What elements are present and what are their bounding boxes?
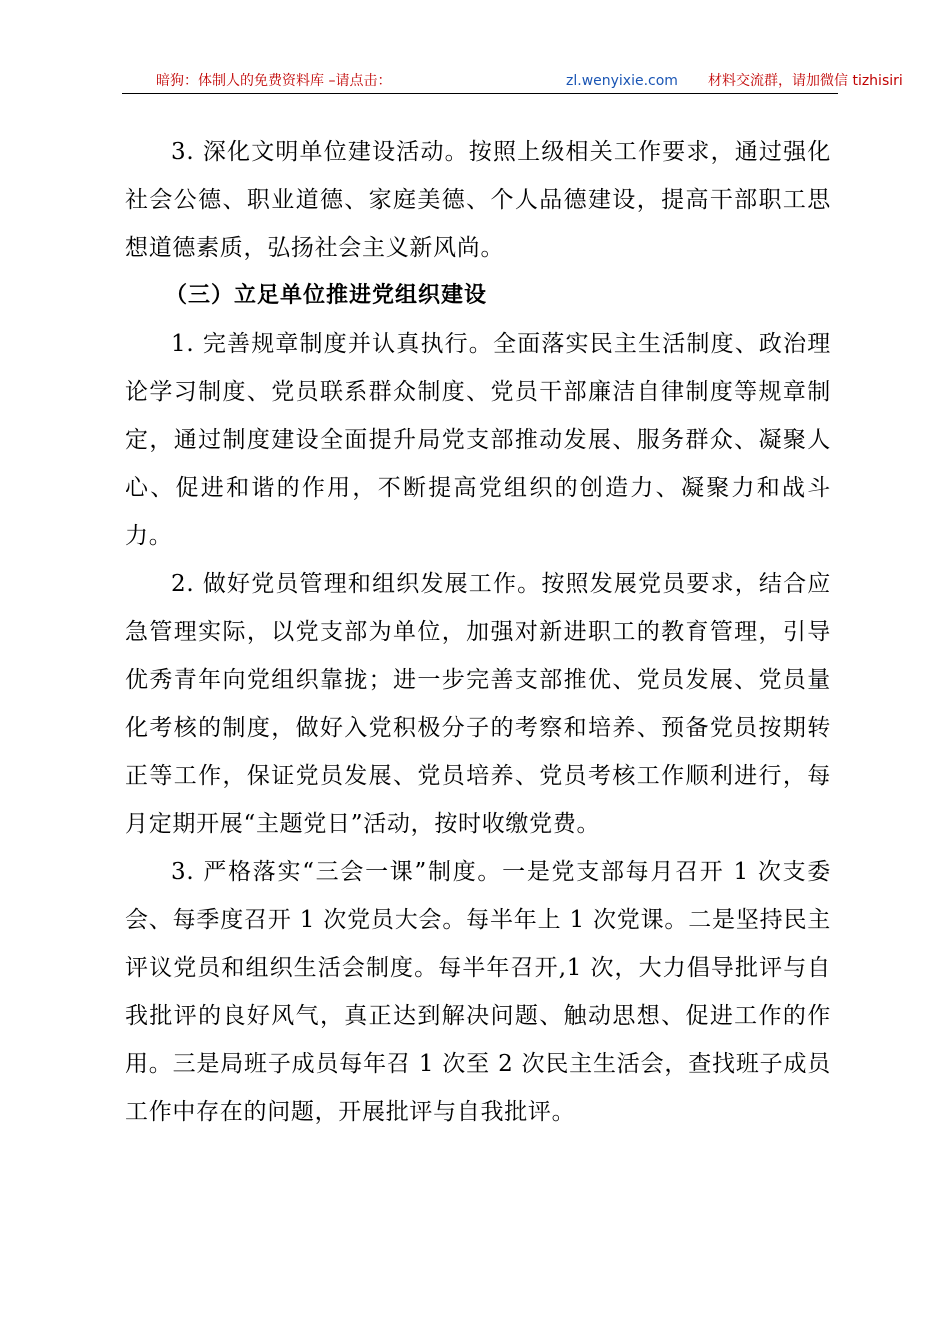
section-heading: （三）立足单位推进党组织建设 bbox=[165, 283, 488, 308]
header-wechat-text: 材料交流群，请加微信 tizhisiri bbox=[708, 73, 903, 89]
paragraph-civilization-unit: 3. 深化文明单位建设活动。按照上级相关工作要求，通过强化社会公德、职业道德、家庭美德、个人品德建设，提高干部职工思想道德素质，弘扬社会主义新风尚。 bbox=[125, 139, 831, 261]
header-link[interactable]: zl.wenyixie.com bbox=[566, 73, 678, 89]
header-divider bbox=[122, 93, 838, 94]
document-body bbox=[125, 128, 831, 1136]
paragraph-member-management: 2. 做好党员管理和组织发展工作。按照发展党员要求，结合应急管理实际，以党支部为单位，加强对新进职工的教育管理，引导优秀青年向党组织靠拢；进一步完善支部推优、党员发展、党员量化考核的制度，做好入党积极分子的考察和培养、预备党员按期转正等工作，保证党员发展、党员培养、党员考核工作顺利进行，每月定期开展“主题党日”活动，按时收缴党费。 bbox=[125, 571, 831, 837]
paragraph-three-meetings: 3. 严格落实“三会一课”制度。一是党支部每月召开 1 次支委会、每季度召开 1 次党员大会。每半年上 1 次党课。二是坚持民主评议党员和组织生活会制度。每半年召开,1 次，大力倡导批评与自我批评的良好风气，真正达到解决问题、触动思想、促进工作的作用。三是局班子成员每年召 1 次至 2 次民主生活会，查找班子成员工作中存在的问题，开展批评与自我批评。 bbox=[125, 859, 831, 1125]
header-site-text: 暗狗：体制人的免费资料库 –请点击： bbox=[156, 73, 392, 89]
page-header bbox=[122, 70, 903, 92]
paragraph-rules-system: 1. 完善规章制度并认真执行。全面落实民主生活制度、政治理论学习制度、党员联系群众制度、党员干部廉洁自律制度等规章制定，通过制度建设全面提升局党支部推动发展、服务群众、凝聚人心、促进和谐的作用，不断提高党组织的创造力、凝聚力和战斗力。 bbox=[125, 331, 831, 549]
